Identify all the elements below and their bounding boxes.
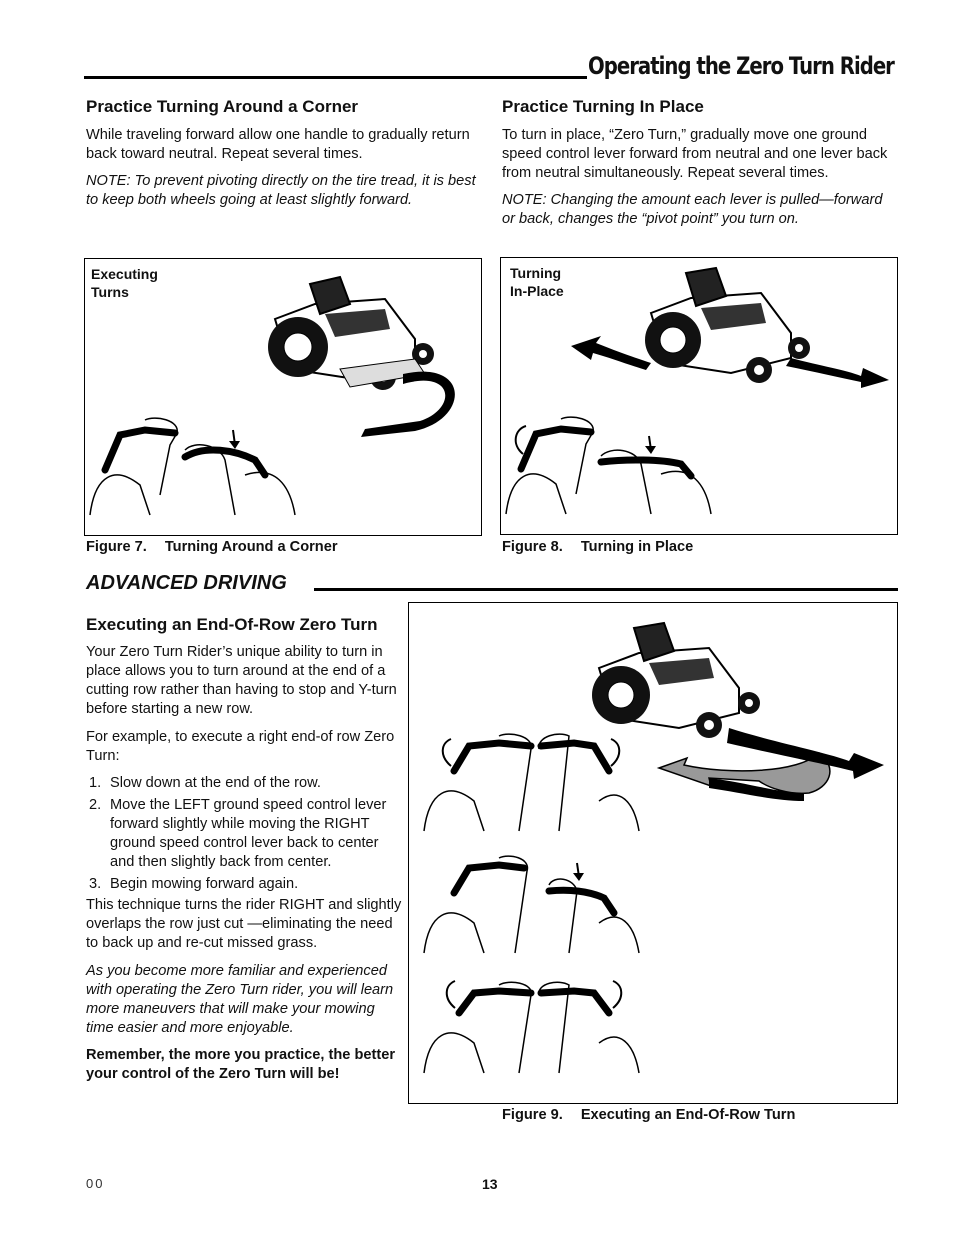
levers-illustration: [501, 414, 897, 534]
list-item: 1. Slow down at the end of the row.: [89, 775, 321, 791]
right-top-section: [502, 97, 897, 229]
levers-illustration-1: [419, 731, 659, 841]
body-turning-corner: While traveling forward allow one handle to gradually return back toward neutral. Repeat several times.: [86, 127, 470, 162]
heading-turning-corner: Practice Turning Around a Corner: [86, 97, 359, 116]
figure-7-frame: [84, 258, 482, 536]
levers-illustration-2: [419, 853, 659, 963]
figure-7-label: Executing Turns: [91, 266, 158, 300]
note-turning-corner: NOTE: To prevent pivoting directly on the tire tread, it is best to keep both wheels going at least slightly forward.: [86, 173, 476, 208]
list-item: 3. Begin mowing forward again.: [89, 876, 299, 892]
figure-9-caption: Figure 9. Executing an End-Of-Row Turn: [502, 1107, 796, 1123]
figure-8-caption: Figure 8. Turning in Place: [502, 539, 694, 555]
example-paragraph: For example, to execute a right end-of row Zero Turn:: [86, 729, 395, 764]
page-number: 13: [482, 1176, 498, 1192]
steps-list: [86, 774, 402, 894]
figure-9-frame: [408, 602, 898, 1104]
levers-illustration: [85, 415, 481, 535]
figure-8-label: Turning In-Place: [510, 265, 564, 299]
italic-paragraph: As you become more familiar and experienced with operating the Zero Turn rider, you will learn more maneuvers that will make your mowing time easier and more enjoyable.: [86, 963, 394, 1036]
levers-illustration-3: [419, 973, 659, 1083]
header-rule: [84, 76, 587, 79]
section-rule: [314, 588, 898, 591]
left-top-section: [86, 97, 476, 210]
footer-code: 00: [86, 1176, 105, 1191]
note-turning-in-place: NOTE: Changing the amount each lever is pulled—forward or back, changes the “pivot point” you turn on.: [502, 192, 883, 227]
body-turning-in-place: To turn in place, “Zero Turn,” gradually move one ground speed control lever forward from neutral and one lever back from neutral simultaneously. Repeat several times.: [502, 127, 888, 181]
page-title: Operating the Zero Turn Rider: [588, 52, 894, 80]
figure-8-frame: [500, 257, 898, 535]
section-title-advanced-driving: ADVANCED DRIVING: [86, 572, 287, 594]
heading-turning-in-place: Practice Turning In Place: [502, 97, 704, 116]
figure-7-caption: Figure 7. Turning Around a Corner: [86, 539, 338, 555]
advanced-text-column: [86, 614, 402, 1084]
intro-paragraph: Your Zero Turn Rider’s unique ability to turn in place allows you to turn around at the end of a cutting row rather than having to stop and Y-turn before starting a new row.: [86, 644, 397, 717]
technique-paragraph: This technique turns the rider RIGHT and slightly overlaps the row just cut —eliminating the need to back up and re-cut missed grass.: [86, 897, 402, 951]
heading-end-of-row-turn: Executing an End-Of-Row Zero Turn: [86, 615, 378, 634]
bold-paragraph: Remember, the more you practice, the better your control of the Zero Turn will be!: [86, 1047, 395, 1082]
list-item: 2. Move the LEFT ground speed control lever forward slightly while moving the RIGHT ground speed control lever back to center and then slightly back from center.: [89, 797, 387, 870]
